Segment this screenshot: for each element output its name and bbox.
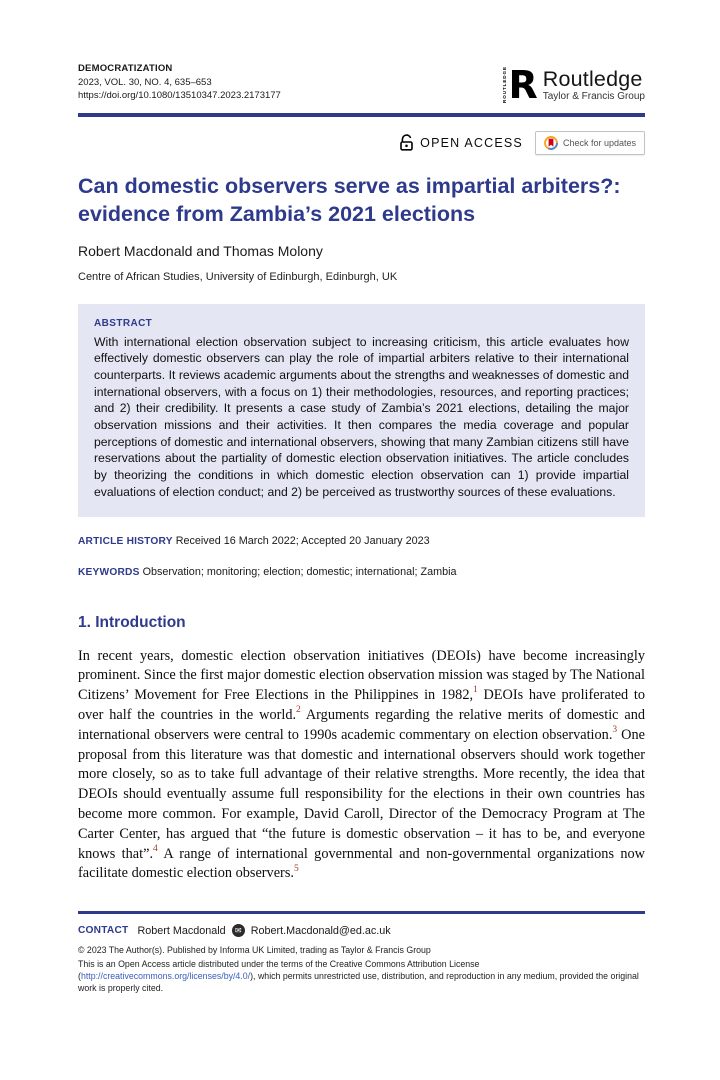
routledge-r-mark: R	[508, 63, 538, 107]
masthead	[78, 62, 645, 106]
footnote-ref-3[interactable]: 3	[612, 725, 618, 736]
introduction-paragraph	[78, 647, 645, 885]
open-access-label: OPEN ACCESS	[420, 135, 523, 150]
routledge-logo	[502, 64, 645, 106]
affiliation: Centre of African Studies, University of Edinburgh, Edinburgh, UK	[78, 270, 398, 283]
article-history-label: ARTICLE HISTORY	[78, 535, 173, 547]
footnote-ref-2[interactable]: 2	[296, 705, 301, 716]
badges-row	[78, 131, 645, 155]
crossmark-icon	[544, 136, 558, 150]
keywords-text: Observation; monitoring; election; domestic; international; Zambia	[142, 565, 457, 578]
keywords-label: KEYWORDS	[78, 566, 140, 578]
routledge-vertical-text: ROUTLEDGE	[502, 66, 508, 104]
footer-rule	[78, 911, 645, 914]
abstract-text: With international election observation subject to increasing criticism, this article evaluates how effectively domestic observers can play the role of impartial arbiters relative to their international counterparts. It reviews academic arguments about the strengths and weaknesses of domestic and international observers, with a focus on 1) their methodologies, resources, and reporting practices; and 2) their credibility. It presents a case study of Zambia’s 2021 elections, detailing the major observation missions and their activities. It then compares the media coverage and popular perceptions of domestic and international observers, showing that many Zambian citizens still have reservations about the partiality of domestic election observation initiatives. The article concludes by theorizing the conditions in which domestic election observation can 1) provide impartial evaluations of election conduct; and 2) be perceived as trustworthy sources of these evaluations.	[94, 334, 629, 499]
intro-segment: In recent years, domestic election observation initiatives (DEOIs) have become increasingly prominent. Since the first major domestic election observation mission was staged by The National Citizens’ Movement for Free Elections in the Philippines in 1982,	[78, 647, 645, 704]
title-line-2: evidence from Zambia’s 2021 elections	[78, 202, 476, 226]
doi-link[interactable]: https://doi.org/10.1080/13510347.2023.2173177	[78, 90, 281, 101]
header-rule	[78, 113, 645, 117]
contact-email[interactable]: Robert.Macdonald@ed.ac.uk	[250, 924, 391, 937]
intro-segment: DEOIs have proliferated to over half the countries in the world.	[78, 687, 645, 723]
intro-segment: Arguments regarding the relative merits of domestic and international observers were central to 1990s academic commentary on election observation.	[78, 706, 645, 743]
copyright-notice: © 2023 The Author(s). Published by Informa UK Limited, trading as Taylor & Francis Group	[78, 945, 431, 956]
publisher-name: Routledge	[542, 67, 643, 91]
title-line-1: Can domestic observers serve as impartial arbiters?:	[78, 173, 621, 198]
journal-meta	[78, 62, 281, 103]
license-text-post: ), which permits unrestricted use, distribution, and reproduction in any medium, provided the original work is properly cited.	[78, 970, 639, 994]
check-for-updates-button[interactable]	[535, 131, 645, 155]
keywords	[78, 566, 645, 578]
open-lock-icon	[399, 134, 414, 151]
intro-segment: A range of international governmental and non-governmental organizations now facilitate domestic election observers.	[78, 845, 645, 882]
license-link[interactable]: http://creativecommons.org/licenses/by/4.0/	[80, 970, 251, 981]
first-page-footer	[78, 911, 645, 995]
publisher-group: Taylor & Francis Group	[542, 91, 645, 102]
contact-name: Robert Macdonald	[137, 924, 226, 937]
article-history	[78, 535, 645, 547]
license-text-pre: This is an Open Access article distributed under the terms of the Creative Commons Attribution License (	[78, 958, 480, 981]
abstract-label: ABSTRACT	[94, 317, 153, 329]
abstract-box	[78, 304, 645, 517]
license-notice	[78, 958, 645, 995]
journal-issue: 2023, VOL. 30, NO. 4, 635–653	[78, 76, 212, 88]
section-heading-introduction: 1. Introduction	[78, 613, 186, 631]
email-icon: ✉	[232, 924, 245, 937]
footnote-ref-1[interactable]: 1	[473, 685, 478, 696]
footnote-ref-4[interactable]: 4	[153, 843, 158, 854]
contact-label: CONTACT	[78, 925, 129, 937]
check-for-updates-label: Check for updates	[562, 137, 636, 148]
intro-segment: One proposal from this literature was that domestic and international observers should work together more closely, so as to take full advantage of their relative strengths. More recently, the idea that DEOIs should eventually assume full responsibility for the elections in their own countries has become more common. For example, David Caroll, Director of the Democracy Program at The Carter Center, has argued that “the future is domestic observation – it has to be, and everyone knows that”.	[78, 726, 645, 862]
publisher-wordmark	[543, 68, 645, 102]
contact-line	[78, 924, 645, 937]
open-access-badge	[399, 134, 523, 151]
journal-name: DEMOCRATIZATION	[78, 63, 173, 74]
article-title	[78, 172, 645, 229]
article-history-text: Received 16 March 2022; Accepted 20 January 2023	[175, 534, 430, 547]
footnote-ref-5[interactable]: 5	[293, 863, 299, 874]
authors: Robert Macdonald and Thomas Molony	[78, 242, 323, 259]
